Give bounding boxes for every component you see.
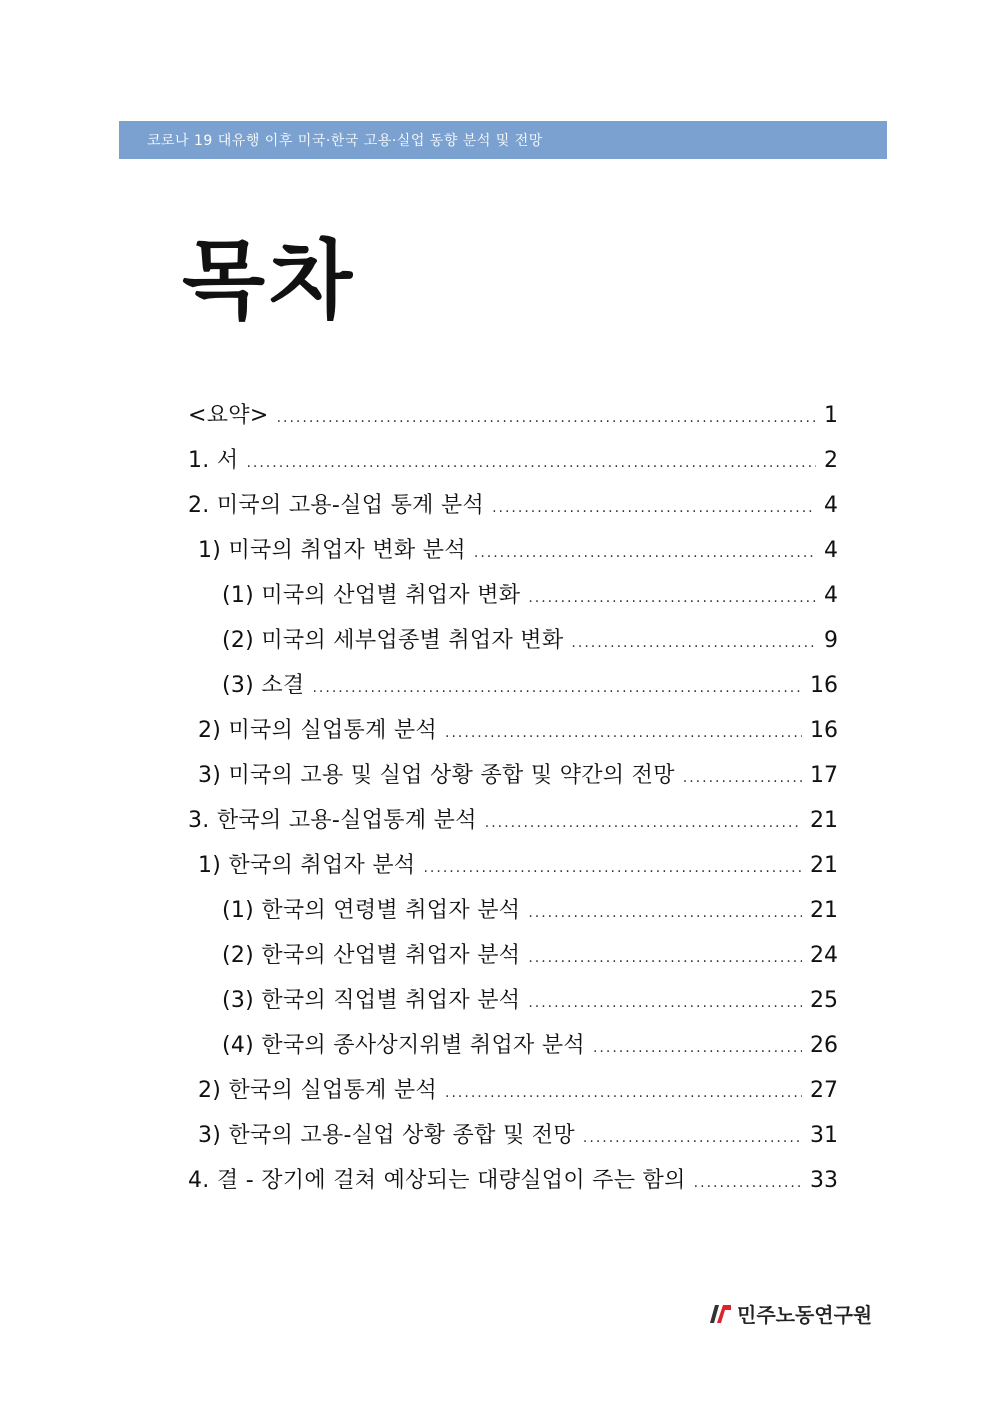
toc-entry-label: 2. 미국의 고용-실업 통계 분석 — [188, 493, 485, 518]
toc-entry[interactable] — [188, 528, 838, 573]
toc-entry-page-number: 21 — [810, 898, 838, 923]
toc-dot-leader — [445, 1071, 802, 1116]
toc-entry-label: (2) 미국의 세부업종별 취업자 변화 — [222, 628, 564, 653]
toc-entry[interactable] — [188, 888, 838, 933]
publisher-logo-icon — [707, 1301, 733, 1327]
toc-entry[interactable] — [188, 753, 838, 798]
toc-entry[interactable] — [188, 663, 838, 708]
toc-entry[interactable] — [188, 1158, 838, 1203]
toc-entry-label: (1) 한국의 연령별 취업자 분석 — [222, 898, 521, 923]
toc-dot-leader — [593, 1026, 802, 1071]
toc-entry-label: (1) 미국의 산업별 취업자 변화 — [222, 583, 521, 608]
toc-dot-leader — [528, 981, 802, 1026]
toc-entry-label: 3. 한국의 고용-실업통계 분석 — [188, 808, 477, 833]
table-of-contents — [188, 393, 838, 1203]
toc-dot-leader — [571, 621, 816, 666]
toc-entry-label: (3) 한국의 직업별 취업자 분석 — [222, 988, 521, 1013]
toc-entry[interactable] — [188, 483, 838, 528]
toc-entry-page-number: 17 — [810, 763, 838, 788]
toc-entry[interactable] — [188, 393, 838, 438]
toc-dot-leader — [246, 441, 816, 486]
toc-entry[interactable] — [188, 933, 838, 978]
toc-entry[interactable] — [188, 708, 838, 753]
toc-entry-label: 1. 서 — [188, 448, 239, 473]
toc-entry-label: 2) 한국의 실업통계 분석 — [198, 1078, 438, 1103]
toc-entry[interactable] — [188, 573, 838, 618]
toc-entry-page-number: 33 — [810, 1168, 838, 1193]
toc-entry-page-number: 27 — [810, 1078, 838, 1103]
toc-dot-leader — [528, 891, 802, 936]
toc-entry[interactable] — [188, 438, 838, 483]
toc-entry-label: (3) 소결 — [222, 673, 305, 698]
toc-dot-leader — [583, 1116, 802, 1161]
toc-entry-page-number: 21 — [810, 808, 838, 833]
toc-dot-leader — [445, 711, 802, 756]
toc-entry-page-number: 4 — [824, 493, 838, 518]
toc-dot-leader — [423, 846, 802, 891]
toc-dot-leader — [474, 531, 816, 576]
toc-entry-page-number: 1 — [824, 403, 838, 428]
toc-entry-page-number: 26 — [810, 1033, 838, 1058]
toc-entry-page-number: 2 — [824, 448, 838, 473]
toc-entry-page-number: 21 — [810, 853, 838, 878]
toc-entry[interactable] — [188, 978, 838, 1023]
toc-entry-page-number: 24 — [810, 943, 838, 968]
toc-entry-label: 1) 미국의 취업자 변화 분석 — [198, 538, 466, 563]
toc-entry[interactable] — [188, 1113, 838, 1158]
toc-entry-page-number: 25 — [810, 988, 838, 1013]
toc-dot-leader — [683, 756, 802, 801]
header-text: 코로나 19 대유행 이후 미국·한국 고용·실업 동향 분석 및 전망 — [147, 133, 543, 149]
toc-dot-leader — [312, 666, 802, 711]
toc-entry[interactable] — [188, 618, 838, 663]
toc-entry-page-number: 16 — [810, 718, 838, 743]
toc-entry-label: 4. 결 - 장기에 걸쳐 예상되는 대량실업이 주는 함의 — [188, 1168, 686, 1193]
toc-entry-label: (2) 한국의 산업별 취업자 분석 — [222, 943, 521, 968]
toc-entry-page-number: 9 — [824, 628, 838, 653]
toc-entry-page-number: 4 — [824, 538, 838, 563]
toc-entry[interactable] — [188, 843, 838, 888]
toc-entry[interactable] — [188, 1068, 838, 1113]
toc-entry-page-number: 16 — [810, 673, 838, 698]
toc-entry-label: 1) 한국의 취업자 분석 — [198, 853, 416, 878]
header-bar — [119, 121, 887, 159]
toc-dot-leader — [277, 396, 816, 441]
toc-entry-page-number: 31 — [810, 1123, 838, 1148]
toc-entry[interactable] — [188, 798, 838, 843]
toc-entry-label: 2) 미국의 실업통계 분석 — [198, 718, 438, 743]
toc-dot-leader — [528, 576, 816, 621]
toc-entry[interactable] — [188, 1023, 838, 1068]
page-title: 목차 — [182, 231, 357, 331]
toc-entry-label: 3) 미국의 고용 및 실업 상황 종합 및 약간의 전망 — [198, 763, 675, 788]
toc-entry-label: 3) 한국의 고용-실업 상황 종합 및 전망 — [198, 1123, 575, 1148]
publisher-name: 민주노동연구원 — [737, 1303, 873, 1327]
toc-dot-leader — [485, 801, 802, 846]
toc-entry-label: <요약> — [188, 403, 269, 428]
toc-dot-leader — [694, 1161, 802, 1206]
toc-dot-leader — [528, 936, 802, 981]
toc-entry-page-number: 4 — [824, 583, 838, 608]
toc-entry-label: (4) 한국의 종사상지위별 취업자 분석 — [222, 1033, 585, 1058]
publisher-footer — [707, 1299, 872, 1328]
toc-dot-leader — [492, 486, 816, 531]
